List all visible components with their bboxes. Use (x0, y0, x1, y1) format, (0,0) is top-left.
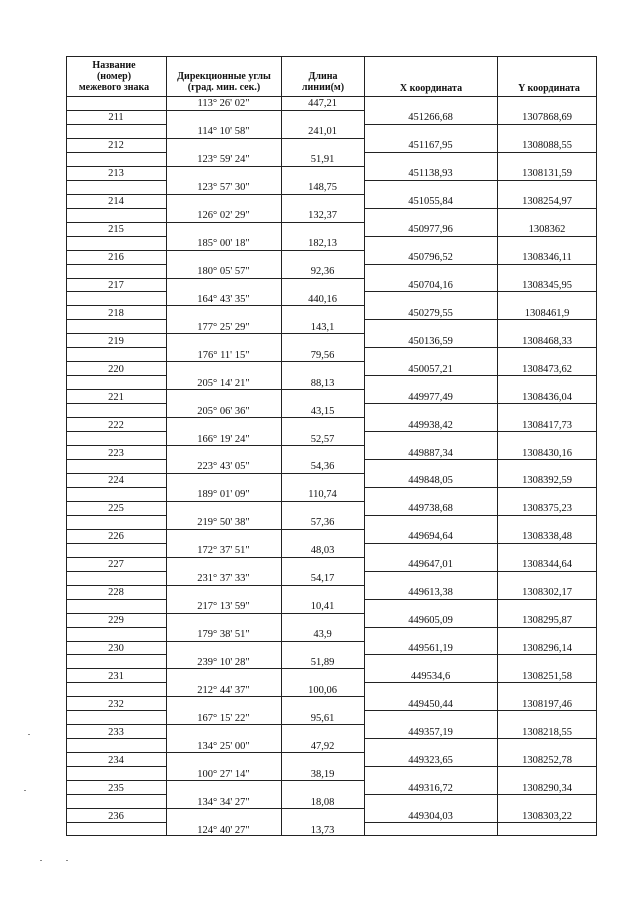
direction-angle: 166° 19' 24" (197, 433, 250, 445)
header-angle (177, 71, 271, 93)
y-coordinate: 1308346,11 (522, 252, 572, 264)
y-coordinate: 1308473,62 (522, 363, 572, 375)
column-rule (497, 56, 498, 836)
scan-speck (24, 790, 26, 791)
header-length-line1: Длина (308, 71, 338, 82)
row-rule (364, 291, 597, 292)
direction-angle: 100° 27' 14" (197, 768, 250, 780)
row-rule (66, 319, 166, 320)
line-length: 51,91 (310, 154, 335, 166)
row-rule (66, 166, 364, 167)
x-coordinate: 449887,34 (408, 447, 453, 459)
y-coordinate: 1307868,69 (522, 112, 572, 124)
direction-angle: 219° 50' 38" (197, 517, 250, 529)
point-name: 228 (108, 587, 124, 599)
column-rule (364, 56, 365, 836)
header-length (302, 71, 344, 93)
line-length: 148,75 (308, 182, 337, 194)
row-rule (66, 794, 166, 795)
row-rule (66, 431, 166, 432)
x-coordinate: 449450,44 (408, 698, 453, 710)
row-rule (66, 278, 364, 279)
header-name (79, 60, 149, 93)
point-name: 233 (108, 726, 124, 738)
point-name: 226 (108, 531, 124, 543)
direction-angle: 231° 37' 33" (197, 573, 250, 585)
y-coordinate: 1308303,22 (522, 810, 572, 822)
row-rule (66, 710, 166, 711)
point-name: 220 (108, 363, 124, 375)
line-length: 95,61 (310, 712, 335, 724)
point-name: 227 (108, 559, 124, 571)
line-length: 110,74 (308, 489, 337, 501)
row-rule (364, 264, 597, 265)
row-rule (364, 236, 597, 237)
line-length: 54,36 (310, 461, 335, 473)
row-rule (66, 138, 364, 139)
row-rule (66, 501, 364, 502)
y-coordinate: 1308295,87 (522, 615, 572, 627)
row-rule (364, 431, 597, 432)
x-coordinate: 449738,68 (408, 503, 453, 515)
row-rule (364, 543, 597, 544)
line-length: 92,36 (310, 266, 335, 277)
point-name: 215 (108, 224, 124, 236)
y-coordinate: 1308252,78 (522, 754, 572, 766)
point-name: 236 (108, 810, 124, 822)
x-coordinate: 451055,84 (408, 196, 453, 208)
direction-angle: 205° 06' 36" (197, 405, 250, 417)
header-x: X координата (399, 83, 463, 94)
row-rule (364, 375, 597, 376)
row-rule (66, 180, 166, 181)
line-length: 38,19 (310, 768, 335, 780)
x-coordinate: 449647,01 (408, 559, 453, 571)
x-coordinate: 450136,59 (408, 335, 453, 347)
row-rule (364, 347, 597, 348)
direction-angle: 123° 59' 24" (197, 154, 250, 166)
row-rule (66, 445, 364, 446)
row-rule (364, 710, 597, 711)
row-rule (66, 250, 364, 251)
row-rule (364, 627, 597, 628)
x-coordinate: 450704,16 (408, 279, 453, 291)
header-bottom-rule (66, 96, 597, 97)
line-length: 43,15 (310, 405, 335, 417)
row-rule (66, 347, 166, 348)
line-length: 57,36 (310, 517, 335, 529)
header-length-line2: линии(м) (301, 82, 345, 93)
point-name: 229 (108, 615, 124, 627)
line-length: 51,89 (310, 656, 335, 668)
line-length: 43,9 (313, 629, 332, 641)
x-coordinate: 449357,19 (408, 726, 453, 738)
row-rule (364, 822, 597, 823)
point-name: 218 (108, 307, 124, 319)
x-coordinate: 451266,68 (408, 112, 453, 124)
scan-speck (28, 734, 30, 735)
y-coordinate: 1308468,33 (522, 335, 572, 347)
row-rule (364, 403, 597, 404)
row-rule (66, 305, 364, 306)
point-name: 214 (108, 196, 124, 208)
point-name: 212 (108, 140, 124, 152)
direction-angle: 179° 38' 51" (197, 629, 250, 641)
line-length: 13,73 (310, 824, 335, 836)
x-coordinate: 451167,95 (408, 140, 453, 152)
direction-angle: 223° 43' 05" (197, 461, 250, 473)
row-rule (66, 208, 166, 209)
row-rule (364, 152, 597, 153)
row-rule (364, 319, 597, 320)
row-rule (364, 124, 597, 125)
header-angle-line1: Дирекционные углы (177, 71, 271, 82)
direction-angle: 217° 13' 59" (197, 601, 250, 613)
row-rule (66, 724, 364, 725)
scan-speck (66, 860, 68, 861)
y-coordinate: 1308296,14 (522, 642, 572, 654)
row-rule (364, 208, 597, 209)
y-coordinate: 1308344,64 (522, 559, 572, 571)
header-name-line1: Название (92, 60, 136, 71)
direction-angle: 134° 25' 00" (197, 740, 250, 752)
y-coordinate: 1308302,17 (522, 587, 572, 599)
row-rule (66, 389, 364, 390)
row-rule (66, 375, 166, 376)
row-rule (364, 571, 597, 572)
line-length: 47,92 (310, 740, 335, 752)
line-length: 88,13 (310, 377, 335, 389)
row-rule (66, 557, 364, 558)
y-coordinate: 1308392,59 (522, 475, 572, 487)
x-coordinate: 450796,52 (408, 252, 453, 264)
point-name: 230 (108, 642, 124, 654)
point-name: 222 (108, 419, 124, 431)
row-rule (66, 752, 364, 753)
row-rule (66, 264, 166, 265)
row-rule (66, 780, 364, 781)
y-coordinate: 1308088,55 (522, 140, 572, 152)
y-coordinate: 1308131,59 (522, 168, 572, 180)
x-coordinate: 449605,09 (408, 615, 453, 627)
line-length: 52,57 (310, 433, 335, 445)
line-length: 18,08 (310, 796, 335, 808)
row-rule (66, 529, 364, 530)
row-rule (66, 696, 364, 697)
row-rule (66, 654, 166, 655)
row-rule (66, 333, 364, 334)
direction-angle: 167° 15' 22" (197, 712, 250, 724)
row-rule (66, 487, 166, 488)
row-rule (66, 459, 166, 460)
table-top-rule (66, 56, 597, 57)
line-length: 182,13 (308, 238, 337, 250)
direction-angle: 176° 11' 15" (197, 349, 250, 361)
y-coordinate: 1308197,46 (522, 698, 572, 710)
x-coordinate: 449613,38 (408, 587, 453, 599)
x-coordinate: 450977,96 (408, 224, 453, 236)
point-name: 232 (108, 698, 124, 710)
row-rule (364, 654, 597, 655)
row-rule (66, 571, 166, 572)
point-name: 221 (108, 391, 124, 403)
row-rule (66, 599, 166, 600)
row-rule (364, 794, 597, 795)
header-y: Y координата (518, 83, 580, 94)
y-coordinate: 1308375,23 (522, 503, 572, 515)
x-coordinate: 449304,03 (408, 810, 453, 822)
coordinates-table (66, 56, 597, 836)
line-length: 132,37 (308, 210, 337, 222)
row-rule (66, 515, 166, 516)
row-rule (66, 627, 166, 628)
row-rule (66, 236, 166, 237)
direction-angle: 212° 44' 37" (197, 684, 250, 696)
row-rule (66, 473, 364, 474)
y-coordinate: 1308417,73 (522, 419, 572, 431)
line-length: 48,03 (310, 545, 335, 557)
direction-angle: 123° 57' 30" (197, 182, 250, 194)
point-name: 216 (108, 252, 124, 264)
y-coordinate: 1308461,9 (524, 307, 570, 319)
row-rule (364, 682, 597, 683)
row-rule (364, 599, 597, 600)
x-coordinate: 449977,49 (408, 391, 453, 403)
x-coordinate: 449938,42 (408, 419, 453, 431)
row-rule (364, 515, 597, 516)
line-length: 100,06 (308, 684, 337, 696)
line-length: 54,17 (310, 573, 335, 585)
direction-angle: 124° 40' 27" (197, 824, 250, 836)
column-rule (596, 56, 597, 836)
direction-angle: 126° 02' 29" (197, 210, 250, 222)
point-name: 224 (108, 475, 124, 487)
point-name: 217 (108, 279, 124, 291)
x-coordinate: 450279,55 (408, 307, 453, 319)
row-rule (66, 682, 166, 683)
header-name-line2: (номер) (96, 71, 132, 82)
row-rule (66, 585, 364, 586)
y-coordinate: 1308338,48 (522, 531, 572, 543)
row-rule (364, 487, 597, 488)
point-name: 235 (108, 782, 124, 794)
row-rule (66, 110, 364, 111)
direction-angle: 177° 25' 29" (197, 321, 250, 333)
row-rule (364, 766, 597, 767)
row-rule (66, 613, 364, 614)
row-rule (66, 543, 166, 544)
row-rule (364, 180, 597, 181)
row-rule (66, 124, 166, 125)
row-rule (66, 766, 166, 767)
row-rule (66, 152, 166, 153)
point-name: 223 (108, 447, 124, 459)
scan-speck (40, 860, 42, 861)
x-coordinate: 449534,6 (410, 670, 451, 682)
header-angle-line2: (град. мин. сек.) (187, 82, 261, 93)
y-coordinate: 1308362 (528, 224, 566, 236)
line-length: 447,21 (308, 98, 337, 110)
table-bottom-rule (66, 835, 597, 836)
row-rule (364, 738, 597, 739)
row-rule (66, 222, 364, 223)
row-rule (66, 641, 364, 642)
direction-angle: 134° 34' 27" (197, 796, 250, 808)
row-rule (66, 361, 364, 362)
x-coordinate: 449694,64 (408, 531, 453, 543)
x-coordinate: 449561,19 (408, 642, 453, 654)
direction-angle: 172° 37' 51" (197, 545, 250, 557)
y-coordinate: 1308290,34 (522, 782, 572, 794)
x-coordinate: 450057,21 (408, 363, 453, 375)
direction-angle: 239° 10' 28" (197, 656, 250, 668)
point-name: 234 (108, 754, 124, 766)
direction-angle: 164° 43' 35" (197, 293, 250, 305)
row-rule (66, 822, 166, 823)
point-name: 213 (108, 168, 124, 180)
row-rule (66, 403, 166, 404)
y-coordinate: 1308430,16 (522, 447, 572, 459)
row-rule (66, 194, 364, 195)
line-length: 79,56 (310, 349, 335, 361)
x-coordinate: 451138,93 (408, 168, 453, 180)
y-coordinate: 1308436,04 (522, 391, 572, 403)
line-length: 241,01 (308, 126, 337, 138)
point-name: 219 (108, 335, 124, 347)
line-length: 10,41 (310, 601, 335, 613)
row-rule (66, 417, 364, 418)
line-length: 143,1 (310, 321, 335, 333)
row-rule (66, 738, 166, 739)
row-rule (66, 291, 166, 292)
x-coordinate: 449316,72 (408, 782, 453, 794)
x-coordinate: 449848,05 (408, 475, 453, 487)
point-name: 225 (108, 503, 124, 515)
direction-angle: 113° 26' 02" (197, 98, 250, 110)
point-name: 231 (108, 670, 124, 682)
row-rule (66, 668, 364, 669)
row-rule (66, 808, 364, 809)
header-name-line3: межевого знака (78, 82, 150, 93)
y-coordinate: 1308218,55 (522, 726, 572, 738)
direction-angle: 185° 00' 18" (197, 238, 250, 250)
x-coordinate: 449323,65 (408, 754, 453, 766)
direction-angle: 189° 01' 09" (197, 489, 250, 501)
direction-angle: 114° 10' 58" (197, 126, 250, 138)
row-rule (364, 459, 597, 460)
y-coordinate: 1308345,95 (522, 279, 572, 291)
direction-angle: 205° 14' 21" (197, 377, 250, 389)
y-coordinate: 1308251,58 (522, 670, 572, 682)
direction-angle: 180° 05' 57" (197, 266, 250, 277)
line-length: 440,16 (308, 293, 337, 305)
y-coordinate: 1308254,97 (522, 196, 572, 208)
point-name: 211 (108, 112, 124, 124)
